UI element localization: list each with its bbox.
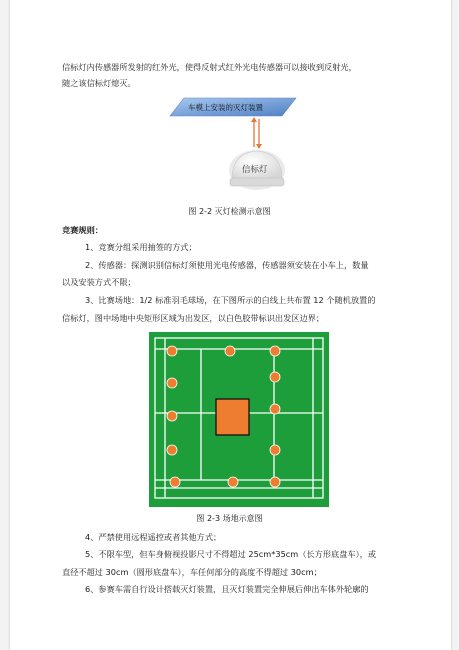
- rule-5-line-2: 直径不超过 30cm（圆形底盘车），车任何部分的高度不得超过 30cm；: [62, 567, 322, 577]
- rule-3-line-2: 信标灯，图中场地中央矩形区域为出发区，以白色胶带标识出发区边界；: [62, 313, 325, 323]
- intro-line-2: 随之该信标灯熄灭。: [62, 78, 136, 88]
- beacon: [228, 477, 238, 487]
- beacon: [170, 477, 180, 487]
- beacon: [270, 445, 280, 455]
- beacon: [167, 346, 177, 356]
- figure-2-3-caption: 图 2-3 场地示意图: [196, 514, 263, 523]
- rules-heading: 竞赛规则：: [62, 225, 103, 235]
- start-zone: [216, 399, 249, 435]
- rule-2-line-1: 2、传感器：探测识别信标灯须使用光电传感器，传感器须安装在小车上，数量: [85, 260, 369, 270]
- rule-2-line-2: 以及安装方式不限；: [62, 277, 136, 287]
- rule-5-line-1: 5、不限车型，但车身俯视投影尺寸不得超过 25cm*35cm（长方形底盘车），或: [85, 549, 377, 559]
- beacon: [270, 372, 280, 382]
- beacon: [225, 346, 235, 356]
- figure-2-2-caption: 图 2-2 灭灯检测示意图: [188, 207, 271, 216]
- rule-3-line-1: 3、比赛场地：1/2 标准羽毛球场，在下图所示的白线上共布置 12 个随机放置的: [85, 295, 376, 305]
- intro-line-1: 信标灯内传感器所发射的红外光，使得反射式红外光电传感器可以接收到反射光，: [62, 62, 357, 72]
- beacon: [270, 404, 280, 414]
- beacon: [270, 346, 280, 356]
- rule-1: 1、竞赛分组采用抽签的方式；: [85, 242, 197, 252]
- lamp-base: [230, 178, 284, 186]
- beacon: [167, 378, 177, 388]
- rule-6: 6、参赛车需自行设计搭载灭灯装置，且灭灯装置完全伸展后伸出车体外轮廓的: [85, 584, 369, 594]
- lamp-label: 信标灯: [242, 165, 268, 175]
- beacon: [167, 445, 177, 455]
- figure-2-3-field: [149, 332, 329, 507]
- banner-label: 车模上安装的灭灯装置: [188, 103, 263, 112]
- beacon: [167, 411, 177, 421]
- beacon: [270, 477, 280, 487]
- rule-4: 4、严禁使用远程遥控或者其他方式；: [85, 532, 222, 542]
